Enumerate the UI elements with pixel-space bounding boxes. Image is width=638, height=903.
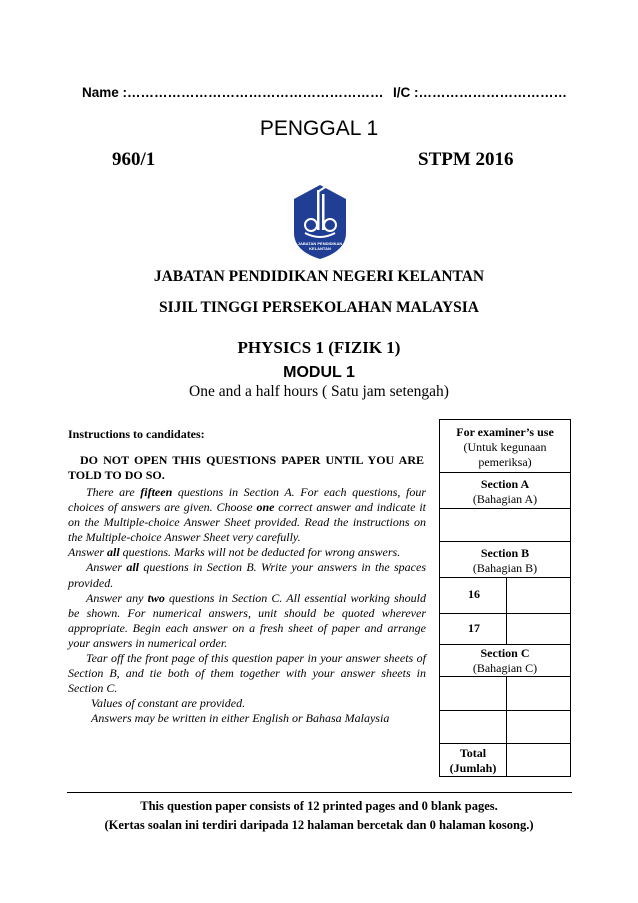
examiner-table: [439, 419, 571, 777]
instructions-body: [68, 485, 426, 727]
module-title: MODUL 1: [283, 364, 355, 381]
page-count-english: This question paper consists of 12 printed pages and 0 blank pages.: [140, 799, 498, 813]
penggal-title: PENGGAL 1: [259, 117, 379, 140]
section-b-header: Section B (Bahagian B): [440, 542, 570, 578]
page-count-malay: (Kertas soalan ini terdiri daripada 12 halaman bercetak dan 0 halaman kosong.): [104, 818, 534, 832]
section-c-divider: [506, 677, 507, 776]
jpn-kelantan-logo: [291, 181, 349, 261]
instruction-section-a: There are fifteen questions in Section A. For each questions, four choices of answers are given. Choose one correct answer and indicate it on the Multiple-choice Answer Sheet provided. Read the instructions on the Multiple-choice Answer Sheet very carefully.: [68, 485, 426, 545]
section-a-score-cell[interactable]: [440, 509, 570, 542]
total-label: Total: [459, 746, 487, 760]
examiner-title: For examiner’s use: [456, 425, 554, 439]
section-c-header: Section C (Bahagian C): [440, 645, 570, 677]
section-c-row-2[interactable]: [440, 711, 570, 744]
instruction-language: Answers may be written in either English or Bahasa Malaysia: [91, 711, 390, 726]
paper-code: 960/1: [112, 149, 156, 170]
instruction-section-c: Answer any two questions in Section C. All essential working should be shown. For numerical answers, unit should be quoted wherever appropriate. Begin each answer on a fresh sheet of paper and arrange your answers in numerical order.: [68, 590, 427, 650]
instructions-heading: Instructions to candidates:: [68, 427, 205, 441]
question-16-label: 16: [468, 587, 480, 601]
certificate-name: SIJIL TINGGI PERSEKOLAHAN MALAYSIA: [159, 299, 479, 316]
question-17-label: 17: [468, 621, 480, 635]
ic-field-line: I/C :……………………………: [393, 85, 567, 100]
total-label-ms: (Jumlah): [449, 761, 497, 775]
instruction-tear-off: Tear off the front page of this question paper in your answer sheets of Section B, and tie both of them together with your answer sheets in Section C.: [68, 651, 426, 696]
instruction-constants: Values of constant are provided.: [91, 696, 246, 711]
subject-title: PHYSICS 1 (FIZIK 1): [237, 338, 401, 357]
section-c-row-1[interactable]: [440, 677, 570, 711]
section-b-divider: [506, 578, 507, 645]
section-a-header: Section A (Bahagian A): [440, 473, 570, 509]
instructions-warning: DO NOT OPEN THIS QUESTIONS PAPER UNTIL YOU ARE TOLD TO DO SO.: [68, 453, 424, 482]
question-17-row[interactable]: [440, 614, 570, 645]
examiner-header-cell: [440, 420, 570, 473]
name-field-line: Name :…………………………………………………: [82, 85, 384, 100]
svg-text:KELANTAN: KELANTAN: [309, 246, 331, 251]
question-16-row[interactable]: [440, 578, 570, 614]
svg-text:JABATAN PENDIDIKAN: JABATAN PENDIDIKAN: [297, 241, 343, 246]
total-row[interactable]: [440, 744, 570, 776]
exam-year: STPM 2016: [418, 149, 514, 170]
department-name: JABATAN PENDIDIKAN NEGERI KELANTAN: [153, 268, 485, 285]
instruction-section-b: Answer all questions in Section B. Write your answers in the spaces provided.: [68, 560, 427, 590]
examiner-title-ms: (Untuk kegunaan pemeriksa): [463, 440, 547, 469]
instruction-answer-all-a: Answer all questions. Marks will not be deducted for wrong answers.: [68, 545, 401, 560]
exam-duration: One and a half hours ( Satu jam setengah): [189, 383, 449, 400]
footer-divider: [67, 792, 572, 793]
